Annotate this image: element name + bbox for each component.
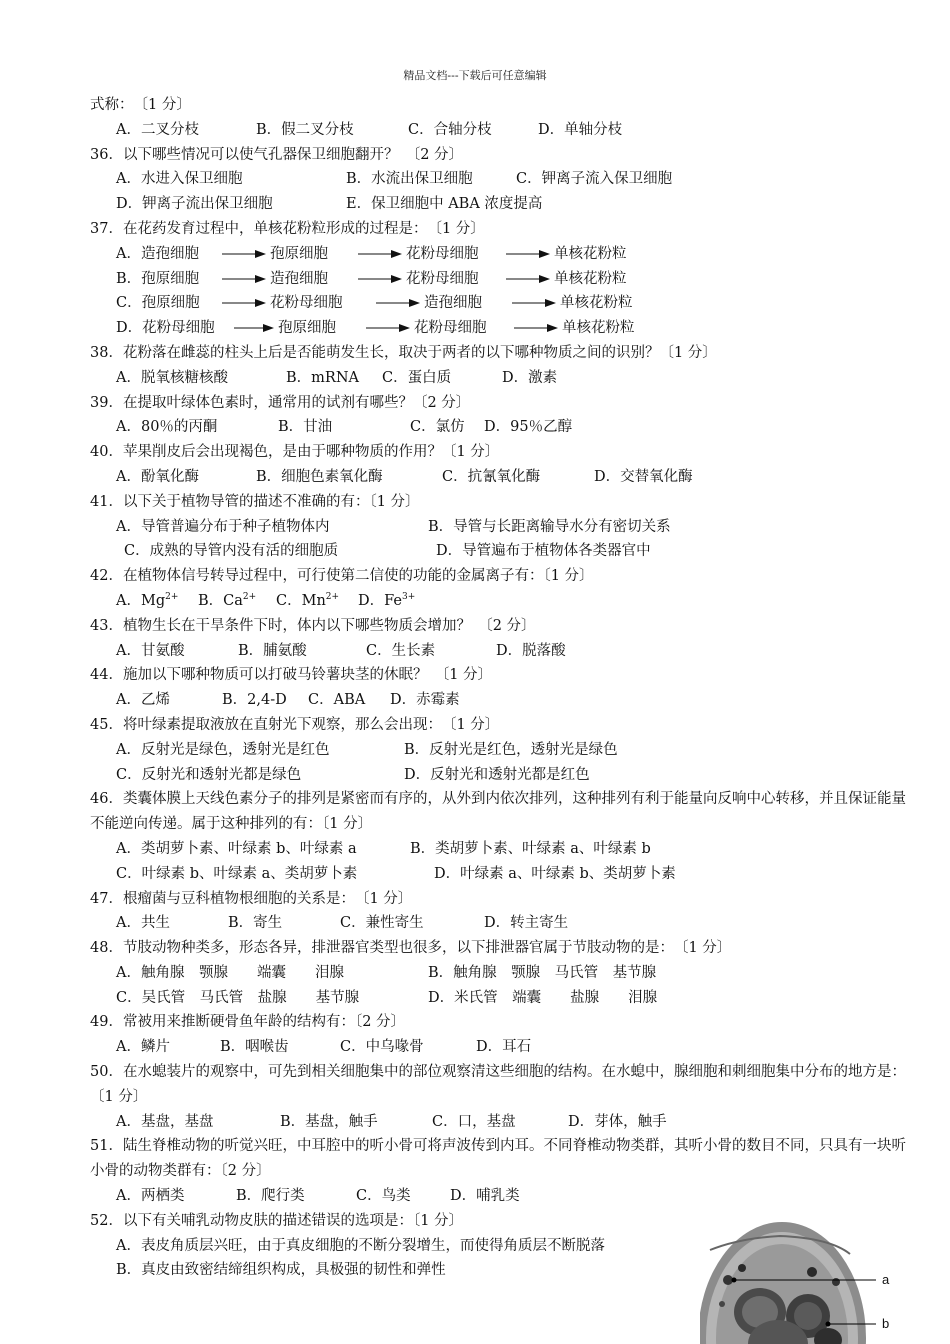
q40-option-d[interactable]: D．交替氧化酶 [594, 468, 693, 485]
q42-option-a[interactable]: A．$Mg^{2+}$ [116, 592, 179, 609]
arrow-right-icon [506, 249, 550, 259]
q50-option-d[interactable]: D．芽体，触手 [568, 1113, 667, 1130]
q36-option-e[interactable]: E．保卫细胞中 ABA 浓度提高 [346, 196, 543, 213]
q37-d-step2: 孢原细胞 [278, 320, 336, 337]
q48-stem: 48．节肢动物种类多，形态各异，排泄器官类型也很多，以下排泄器官属于节肢动物的是： 〔1 分〕 [90, 940, 732, 957]
q45-option-c[interactable]: C．反射光和透射光都是绿色 [116, 766, 302, 783]
q46-option-b[interactable]: B．类胡萝卜素、叶绿素 a、叶绿素 b [410, 840, 651, 857]
q43-option-c[interactable]: C．生长素 [366, 642, 436, 659]
q48-option-d[interactable]: D．米氏管 端囊 盐腺 泪腺 [428, 989, 658, 1006]
q50-options [90, 1110, 908, 1135]
q37-option-d[interactable] [90, 316, 908, 341]
figure-label-b: b [882, 1316, 890, 1331]
q37-d-step1: D．花粉母细胞 [116, 320, 215, 337]
q51-option-b[interactable]: B．爬行类 [236, 1188, 305, 1205]
arrow-right-icon [506, 274, 550, 284]
q45-options-row2 [90, 763, 908, 788]
figure-label-a: a [882, 1272, 890, 1287]
q35-options [90, 118, 908, 143]
q37-b-step1: B．孢原细胞 [116, 270, 200, 287]
q44-option-a[interactable]: A．乙烯 [116, 692, 170, 709]
q47-option-d[interactable]: D．转主寄生 [484, 915, 569, 932]
q42-options [90, 589, 908, 614]
q41-option-d[interactable]: D．导管遍布于植物体各类器官中 [436, 543, 651, 560]
arrow-right-icon [222, 274, 266, 284]
q45-option-d[interactable]: D．反射光和透射光都是红色 [404, 766, 590, 783]
q51-options [90, 1184, 908, 1209]
q39-option-d[interactable]: D．95％乙醇 [484, 419, 573, 436]
q47-option-a[interactable]: A．共生 [116, 915, 170, 932]
q36-options-row2 [90, 192, 908, 217]
q40-option-b[interactable]: B．细胞色素氧化酶 [256, 468, 383, 485]
q49-stem: 49．常被用来推断硬骨鱼年龄的结构有：〔2 分〕 [90, 1014, 406, 1031]
q39-options [90, 415, 908, 440]
q37-option-c[interactable] [90, 291, 908, 316]
arrow-right-icon [512, 298, 556, 308]
q47-stem: 47．根瘤菌与豆科植物根细胞的关系是： 〔1 分〕 [90, 890, 413, 907]
q49-option-d[interactable]: D．耳石 [476, 1039, 532, 1056]
q44-stem: 44．施加以下哪种物质可以打破马铃薯块茎的休眠？ 〔1 分〕 [90, 667, 493, 684]
arrow-right-icon [222, 249, 266, 259]
skin-section-figure [700, 1220, 910, 1344]
q39-option-b[interactable]: B．甘油 [278, 419, 333, 436]
q42-option-b[interactable]: B．$Ca^{2+}$ [198, 592, 257, 609]
q37-a-step1: A．造孢细胞 [116, 245, 199, 262]
q45-stem: 45．将叶绿素提取液放在直射光下观察，那么会出现： 〔1 分〕 [90, 716, 500, 733]
q37-b-step3: 花粉母细胞 [406, 270, 479, 287]
q36-option-c[interactable]: C．钾离子流入保卫细胞 [516, 171, 673, 188]
q48-option-c[interactable]: C．吴氏管 马氏管 盐腺 基节腺 [116, 989, 360, 1006]
q44-option-b[interactable]: B．2,4-D [222, 692, 287, 709]
q37-d-step4: 单核花粉粒 [562, 320, 635, 337]
q37-c-step4: 单核花粉粒 [560, 295, 633, 312]
q38-option-a[interactable]: A．脱氧核糖核酸 [116, 369, 228, 386]
q46-option-c[interactable]: C．叶绿素 b、叶绿素 a、类胡萝卜素 [116, 865, 358, 882]
q52-option-a[interactable]: A．表皮角质层兴旺，由于真皮细胞的不断分裂增生，而使得角质层不断脱落 [116, 1237, 605, 1254]
q40-stem: 40．苹果削皮后会出现褐色，是由于哪种物质的作用？〔1 分〕 [90, 444, 500, 461]
q37-stem: 37．在花药发育过程中，单核花粉粒形成的过程是： 〔1 分〕 [90, 220, 485, 237]
q41-option-a[interactable]: A．导管普遍分布于种子植物体内 [116, 518, 330, 535]
q37-c-step1: C．孢原细胞 [116, 295, 200, 312]
q41-options-row2 [90, 539, 908, 564]
q40-option-c[interactable]: C．抗氰氧化酶 [442, 468, 541, 485]
q40-options [90, 465, 908, 490]
q49-option-a[interactable]: A．鳞片 [116, 1039, 170, 1056]
arrow-right-icon [234, 323, 274, 333]
q37-b-step4: 单核花粉粒 [554, 270, 627, 287]
q35-option-a[interactable]: A．二叉分枝 [116, 121, 199, 138]
arrow-right-icon [358, 249, 402, 259]
q36-option-d[interactable]: D．钾离子流出保卫细胞 [116, 196, 273, 213]
q52-stem: 52．以下有关哺乳动物皮肤的描述错误的选项是：〔1 分〕 [90, 1212, 464, 1229]
q49-options [90, 1035, 908, 1060]
q37-a-step3: 花粉母细胞 [406, 245, 479, 262]
q50-option-a[interactable]: A．基盘，基盘 [116, 1113, 214, 1130]
q44-options [90, 688, 908, 713]
q47-option-b[interactable]: B．寄生 [228, 915, 283, 932]
question-list [90, 93, 914, 1283]
q35-option-c[interactable]: C．合轴分枝 [408, 121, 492, 138]
q46-stem: 46．类囊体膜上天线色素分子的排列是紧密而有序的，从外到内依次排列，这种排列有利于能量向反响中心转移，并且保证能量不能逆向传递。属于这种排列的有：〔1 分〕 [90, 791, 906, 833]
q40-option-a[interactable]: A．酚氧化酶 [116, 468, 199, 485]
arrow-right-icon [366, 323, 410, 333]
q47-option-c[interactable]: C．兼性寄生 [340, 915, 424, 932]
q37-b-step2: 造孢细胞 [270, 270, 328, 287]
q44-option-c[interactable]: C．ABA [308, 692, 366, 709]
q43-option-b[interactable]: B．脯氨酸 [238, 642, 307, 659]
q37-c-step2: 花粉母细胞 [270, 295, 343, 312]
q52-option-b[interactable]: B．真皮由致密结缔组织构成，具极强的韧性和弹性 [116, 1262, 446, 1279]
q36-option-a[interactable]: A．水进入保卫细胞 [116, 171, 243, 188]
q37-d-step3: 花粉母细胞 [414, 320, 487, 337]
q47-options [90, 911, 908, 936]
q43-stem: 43．植物生长在干旱条件下时，体内以下哪些物质会增加？ 〔2 分〕 [90, 617, 536, 634]
q41-option-c[interactable]: C．成熟的导管内没有活的细胞质 [124, 543, 339, 560]
q49-option-c[interactable]: C．中乌喙骨 [340, 1039, 424, 1056]
q49-option-b[interactable]: B．咽喉齿 [220, 1039, 289, 1056]
q48-options-row1 [90, 961, 908, 986]
q41-stem: 41．以下关于植物导管的描述不准确的有：〔1 分〕 [90, 493, 420, 510]
q46-options-row2 [90, 862, 908, 887]
q38-option-b[interactable]: B．mRNA [286, 369, 359, 386]
q36-stem: 36．以下哪些情况可以使气孔器保卫细胞翻开？ 〔2 分〕 [90, 146, 464, 163]
q50-option-b[interactable]: B．基盘，触手 [280, 1113, 378, 1130]
q45-option-b[interactable]: B．反射光是红色，透射光是绿色 [404, 741, 618, 758]
q51-stem: 51．陆生脊椎动物的听觉兴旺，中耳腔中的听小骨可将声波传到内耳。不同脊椎动物类群，其听小骨的数目不同，只具有一块听小骨的动物类群有：〔2 分〕 [90, 1138, 906, 1180]
q45-options-row1 [90, 738, 908, 763]
q38-option-d[interactable]: D．激素 [502, 369, 558, 386]
arrow-right-icon [222, 298, 266, 308]
arrow-right-icon [358, 274, 402, 284]
q35-option-b[interactable]: B．假二叉分枝 [256, 121, 354, 138]
q42-option-c[interactable]: C．$Mn^{2+}$ [276, 592, 340, 609]
q51-option-d[interactable]: D．哺乳类 [450, 1188, 520, 1205]
page-header: 精品文档---下载后可任意编辑 [403, 69, 547, 82]
q44-option-d[interactable]: D．赤霉素 [390, 692, 460, 709]
q39-option-a[interactable]: A．80％的丙酮 [116, 419, 218, 436]
q38-option-c[interactable]: C．蛋白质 [382, 369, 452, 386]
q48-option-b[interactable]: B．触角腺 颚腺 马氏管 基节腺 [428, 964, 657, 981]
q37-a-step2: 孢原细胞 [270, 245, 328, 262]
q41-options-row1 [90, 515, 908, 540]
q39-stem: 39．在提取叶绿体色素时，通常用的试剂有哪些？〔2 分〕 [90, 394, 471, 411]
q35-continuation: 式称： 〔1 分〕 [90, 97, 191, 113]
q50-option-c[interactable]: C．口，基盘 [432, 1113, 516, 1130]
q37-a-step4: 单核花粉粒 [554, 245, 627, 262]
q51-option-a[interactable]: A．两栖类 [116, 1188, 185, 1205]
q41-option-b[interactable]: B．导管与长距离输导水分有密切关系 [428, 518, 671, 535]
q42-stem: 42．在植物体信号转导过程中，可行使第二信使的功能的金属离子有：〔1 分〕 [90, 568, 594, 585]
q37-option-a[interactable] [90, 242, 908, 267]
q46-option-a[interactable]: A．类胡萝卜素、叶绿素 b、叶绿素 a [116, 840, 357, 857]
q42-option-d[interactable]: D．$Fe^{3+}$ [358, 592, 416, 609]
q36-option-b[interactable]: B．水流出保卫细胞 [346, 171, 473, 188]
q43-option-d[interactable]: D．脱落酸 [496, 642, 566, 659]
q37-option-b[interactable] [90, 267, 908, 292]
q46-options-row1 [90, 837, 908, 862]
arrow-right-icon [514, 323, 558, 333]
q39-option-c[interactable]: C．氯仿 [410, 419, 465, 436]
q48-option-a[interactable]: A．触角腺 颚腺 端囊 泪腺 [116, 964, 344, 981]
q45-option-a[interactable]: A．反射光是绿色，透射光是红色 [116, 741, 330, 758]
q37-c-step3: 造孢细胞 [424, 295, 482, 312]
q50-stem: 50．在水螅装片的观察中，可先到相关细胞集中的部位观察清这些细胞的结构。在水螅中，腺细胞和刺细胞集中分布的地方是： 〔1 分〕 [90, 1064, 914, 1105]
q43-options [90, 639, 908, 664]
q38-options [90, 366, 908, 391]
q46-option-d[interactable]: D．叶绿素 a、叶绿素 b、类胡萝卜素 [434, 865, 676, 882]
q48-options-row2 [90, 986, 908, 1011]
q36-options-row1 [90, 167, 908, 192]
q51-option-c[interactable]: C．鸟类 [356, 1188, 411, 1205]
q43-option-a[interactable]: A．甘氨酸 [116, 642, 185, 659]
q35-option-d[interactable]: D．单轴分枝 [538, 121, 623, 138]
arrow-right-icon [376, 298, 420, 308]
q38-stem: 38．花粉落在雌蕊的柱头上后是否能萌发生长，取决于两者的以下哪种物质之间的识别？〔1 分〕 [90, 344, 717, 361]
